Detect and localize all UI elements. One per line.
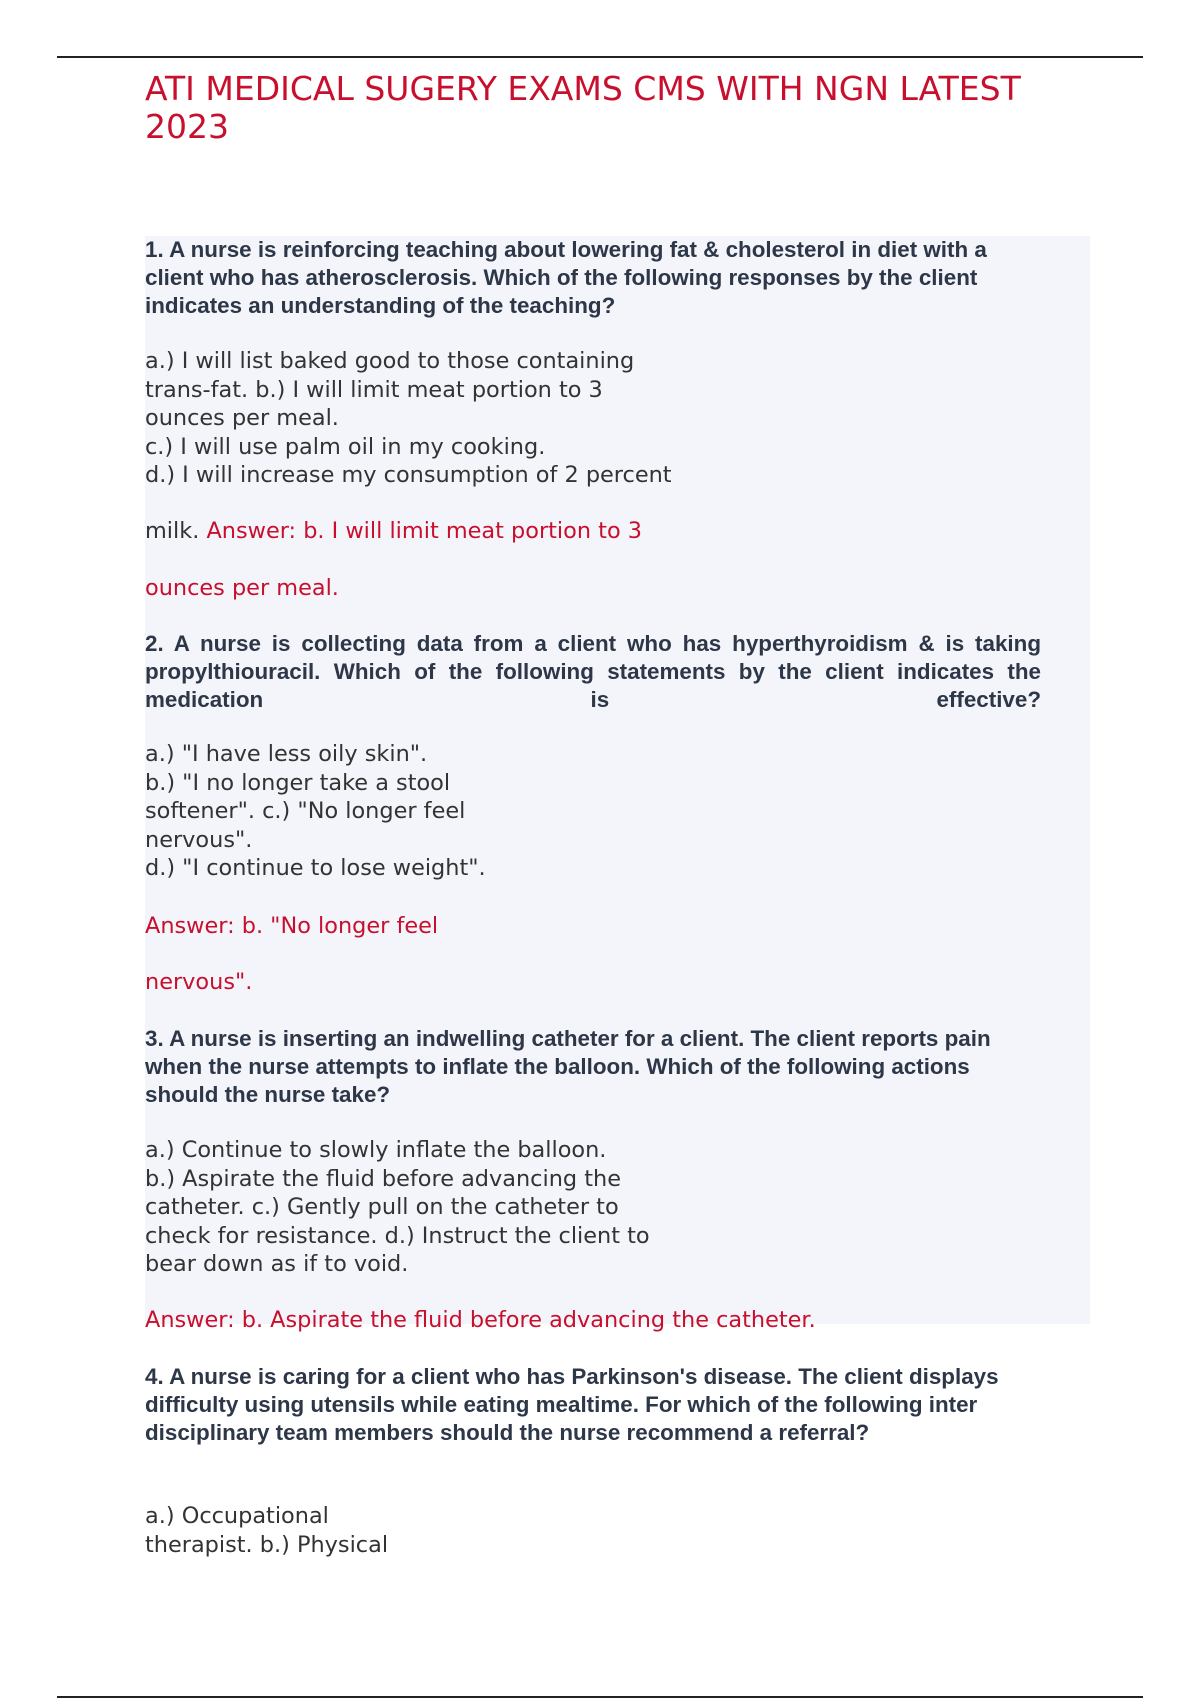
question-1-answer: Answer: b. I will limit meat portion to 3	[206, 518, 643, 544]
question-3-answer-line	[145, 1306, 816, 1334]
question-1-answer-line	[145, 517, 642, 545]
question-4-options-text: a.) Occupational therapist. b.) Physical	[145, 1503, 389, 1558]
question-3-answer: Answer: b. Aspirate the fluid before advancing the catheter.	[145, 1307, 816, 1333]
question-4	[145, 1363, 1045, 1447]
question-3-text: 3. A nurse is inserting an indwelling catheter for a client. The client reports pain when the nurse attempts to inflate the balloon. Which of the following actions should the nurse take?	[145, 1026, 991, 1107]
question-1-answer-cont	[145, 574, 339, 602]
question-2	[145, 630, 1041, 714]
question-2-text: 2. A nurse is collecting data from a client who has hyperthyroidism & is taking propylthiouracil. Which of the following statements by the client indicates the medication is effective?	[145, 631, 1041, 712]
question-2-answer-cont-text: nervous".	[145, 969, 253, 995]
question-2-answer-cont	[145, 968, 252, 996]
question-1	[145, 236, 1045, 320]
document-title: ATI MEDICAL SUGERY EXAMS CMS WITH NGN LATEST 2023	[145, 69, 1021, 146]
footer-rule	[57, 1696, 1143, 1698]
question-2-answer-line	[145, 912, 438, 940]
question-1-options-text: a.) I will list baked good to those containing trans-fat. b.) I will limit meat portion to 3 ounces per meal. c.) I will use palm oil in my cooking. d.) I will increase my consumption of 2 percent	[145, 348, 672, 488]
question-2-options-text: a.) "I have less oily skin". b.) "I no longer take a stool softener". c.) "No longer feel nervous". d.) "I continue to lose weight".	[145, 741, 486, 881]
question-2-answer: Answer: b. "No longer feel	[145, 913, 439, 939]
question-3-options	[145, 1136, 905, 1279]
question-1-options	[145, 347, 905, 490]
question-4-text: 4. A nurse is caring for a client who has Parkinson's disease. The client displays difficulty using utensils while eating mealtime. For which of the following inter disciplinary team members should the nurse recommend a referral?	[145, 1364, 999, 1445]
question-1-continuation: milk.	[145, 518, 200, 544]
header-rule	[57, 56, 1143, 58]
question-2-options	[145, 740, 905, 883]
question-3	[145, 1025, 1045, 1109]
question-3-options-text: a.) Continue to slowly inflate the balloon. b.) Aspirate the fluid before advancing the catheter. c.) Gently pull on the catheter to check for resistance. d.) Instruct the client to bear down as if to void.	[145, 1137, 650, 1277]
question-1-text: 1. A nurse is reinforcing teaching about lowering fat & cholesterol in diet with a client who has atherosclerosis. Which of the following responses by the client indicates an understanding of the teaching?	[145, 237, 987, 318]
question-4-options	[145, 1502, 905, 1559]
question-1-answer-cont-text: ounces per meal.	[145, 575, 339, 601]
